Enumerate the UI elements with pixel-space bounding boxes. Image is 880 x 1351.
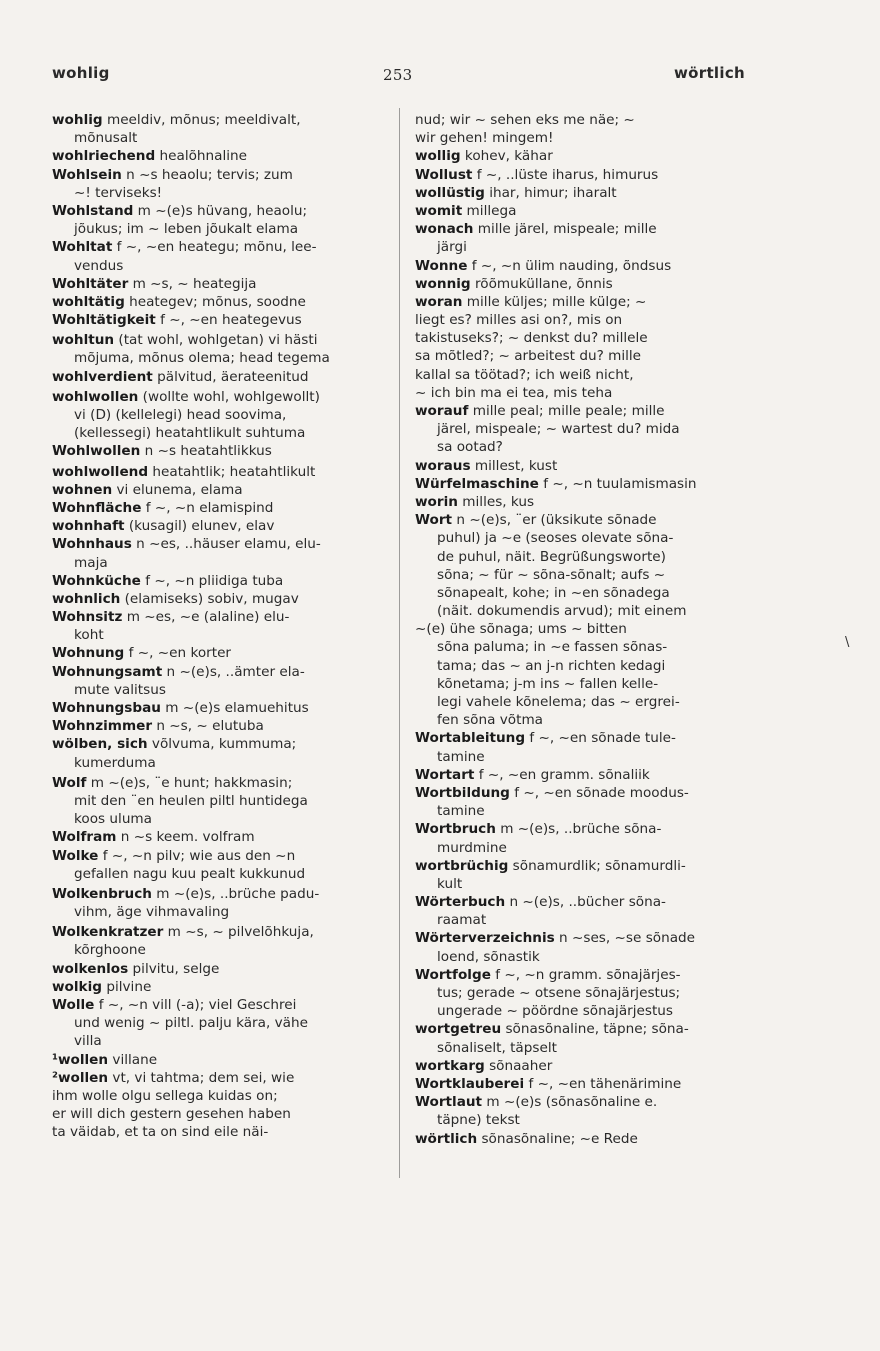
entry-line	[52, 903, 387, 921]
entry-line	[415, 438, 751, 456]
headword: wohltätig	[52, 293, 125, 310]
definition-text: kumerduma	[74, 754, 156, 771]
definition-text: meeldiv, mõnus; meeldivalt,	[102, 112, 301, 128]
definition-text: kõrghoone	[74, 942, 146, 959]
definition-text: täpne) tekst	[437, 1112, 520, 1129]
definition-text: n ~s heatahtlikkus	[140, 443, 272, 460]
entry-line	[415, 711, 751, 729]
definition-text: sõna; ~ für ~ sõna-sõnalt; aufs ~	[437, 566, 666, 583]
definition-text: mille peal; mille peale; mille	[468, 403, 665, 419]
entry-line	[415, 839, 751, 857]
definition-text: kult	[437, 875, 463, 892]
entry-line	[415, 1039, 751, 1057]
definition-text: wir gehen! mingem!	[415, 130, 554, 147]
entry-line	[52, 865, 387, 883]
entry-line	[415, 529, 751, 547]
definition-text: f ~, ~n gramm. sõnajärjes-	[490, 966, 681, 983]
definition-text: maja	[74, 554, 108, 571]
entry-line	[52, 590, 387, 608]
entry-line	[415, 166, 751, 184]
definition-text: koos uluma	[74, 811, 153, 828]
definition-text: n ~(e)s, ..bücher sõna-	[505, 894, 666, 911]
entry-line	[415, 1093, 751, 1111]
headword: Würfelmaschine	[415, 475, 539, 492]
entry-line	[52, 960, 387, 978]
entry-line	[52, 293, 387, 311]
entry-line	[52, 810, 387, 828]
definition-text: n ~ses, ~se sõnade	[554, 930, 696, 947]
entry-line	[52, 774, 387, 792]
definition-text: ihm wolle olgu sellega kuidas on;	[52, 1087, 278, 1104]
entry-line	[415, 384, 751, 402]
entry-line	[52, 147, 387, 165]
definition-text: (elamiseks) sobiv, mugav	[120, 590, 299, 607]
headword: Wohnsitz	[52, 609, 123, 626]
definition-text: sõnaaher	[484, 1057, 553, 1074]
entry-line	[52, 681, 387, 699]
definition-text: sõnaliselt, täpselt	[437, 1039, 557, 1056]
definition-text: m ~(e)s, ¨e hunt; hakkmasin;	[86, 774, 293, 791]
left-column	[52, 111, 387, 1142]
headword: wohlriechend	[52, 148, 156, 165]
definition-text: m ~(e)s elamuehitus	[160, 700, 309, 716]
headword: Wolkenbruch	[52, 885, 152, 902]
entry-line	[415, 911, 751, 929]
entry-line	[415, 402, 751, 420]
definition-text: milles, kus	[457, 493, 535, 510]
entry-line	[52, 388, 387, 406]
definition-text: n ~(e)s, ..ämter ela-	[162, 663, 305, 680]
entry-line	[415, 875, 751, 893]
definition-text: pälvitud, äerateenitud	[152, 368, 309, 385]
definition-text: m ~es, ~e (alaline) elu-	[122, 609, 290, 626]
headword: wollig	[415, 148, 461, 165]
entry-line	[415, 220, 751, 238]
entry-line	[415, 457, 751, 475]
definition-text: f ~, ~en heategu; mõnu, lee-	[112, 239, 317, 256]
headword: Wohnzimmer	[52, 718, 153, 735]
definition-text: m ~(e)s hüvang, heaolu;	[133, 202, 308, 219]
definition-text: heatahtlik; heatahtlikult	[148, 463, 316, 480]
headword: woraus	[415, 457, 471, 474]
entry-line	[52, 717, 387, 735]
entry-line	[52, 1014, 387, 1032]
definition-text: tama; das ~ an j-n richten kedagi	[437, 657, 666, 674]
definition-text: villa	[74, 1033, 102, 1050]
entry-line	[52, 535, 387, 553]
definition-text: mit den ¨en heulen piltl huntidega	[74, 792, 308, 809]
entry-line	[415, 275, 751, 293]
headword: Wolke	[52, 847, 99, 864]
entry-line	[52, 1032, 387, 1050]
definition-text: ta väidab, et ta on sind eile näi-	[52, 1124, 269, 1141]
entry-line	[415, 1111, 751, 1129]
entry-line	[52, 699, 387, 717]
headword: wohlverdient	[52, 368, 153, 385]
entry-line	[415, 857, 751, 875]
definition-text: koht	[74, 627, 104, 644]
entry-line	[415, 820, 751, 838]
entry-line	[415, 675, 751, 693]
column-divider	[399, 108, 400, 1178]
headword: Wort	[415, 512, 453, 529]
entry-line	[415, 111, 751, 129]
entry-line	[415, 893, 751, 911]
definition-text: järgi	[437, 239, 467, 256]
definition-text: kallal sa töötad?; ich weiß nicht,	[415, 366, 634, 383]
entry-line	[415, 1130, 751, 1148]
headword: Wollust	[415, 166, 473, 183]
headword: ²wollen	[52, 1069, 109, 1086]
entry-line	[52, 923, 387, 941]
headword: Wohnungsbau	[52, 700, 161, 716]
entry-line	[415, 511, 751, 529]
entry-line	[415, 802, 751, 820]
entry-line	[52, 166, 387, 184]
entry-line	[415, 202, 751, 220]
headword: worin	[415, 493, 458, 510]
entry-line	[52, 275, 387, 293]
definition-text: sõna paluma; in ~e fassen sõnas-	[437, 639, 668, 656]
definition-text: tus; gerade ~ otsene sõnajärjestus;	[437, 985, 681, 1001]
definition-text: f ~, ~n tuulamismasin	[538, 475, 697, 492]
definition-text: er will dich gestern gesehen haben	[52, 1106, 291, 1123]
headword: Wohltätigkeit	[52, 312, 156, 329]
headword: Wortbildung	[415, 784, 510, 801]
entry-line	[52, 481, 387, 499]
entry-line	[52, 644, 387, 662]
entry-line	[52, 129, 387, 147]
definition-text: n ~s keem. volfram	[116, 829, 255, 846]
definition-text: tamine	[437, 748, 485, 765]
entry-line	[52, 499, 387, 517]
definition-text: f ~, ~en tähenärimine	[524, 1075, 682, 1092]
headword: Wolf	[52, 774, 87, 791]
entry-line	[52, 331, 387, 349]
headword: woran	[415, 293, 463, 310]
headword: wonnig	[415, 275, 471, 292]
definition-text: m ~s, ~ heategija	[128, 275, 257, 292]
entry-line	[52, 554, 387, 572]
entry-line	[415, 638, 751, 656]
headword: Wohnungsamt	[52, 663, 163, 680]
definition-text: rõõmuküllane, õnnis	[470, 275, 613, 292]
definition-text: vendus	[74, 257, 124, 274]
definition-text: vt, vi tahtma; dem sei, wie	[108, 1069, 295, 1086]
definition-text: nud; wir ~ sehen eks me näe; ~	[415, 112, 635, 128]
entry-line	[415, 657, 751, 675]
entry-line	[415, 929, 751, 947]
entry-line	[415, 238, 751, 256]
entry-line	[52, 1087, 387, 1105]
definition-text: sõnamurdlik; sõnamurdli-	[508, 857, 686, 874]
entry-line	[52, 257, 387, 275]
entry-line	[415, 475, 751, 493]
headword: wollüstig	[415, 184, 485, 201]
definition-text: pilvitu, selge	[128, 960, 220, 977]
definition-text: f ~, ~en gramm. sõnaliik	[474, 766, 650, 783]
entry-line	[415, 420, 751, 438]
entry-line	[415, 729, 751, 747]
definition-text: (tat wohl, wohlgetan) vi hästi	[114, 332, 318, 349]
entry-line	[415, 293, 751, 311]
definition-text: m ~(e)s (sõnasõnaline e.	[482, 1094, 658, 1111]
definition-text: jõukus; im ~ leben jõukalt elama	[74, 221, 299, 238]
definition-text: m ~(e)s, ..brüche sõna-	[495, 821, 662, 838]
definition-text: vihm, äge vihmavaling	[74, 904, 230, 921]
definition-text: sa mõtled?; ~ arbeitest du? mille	[415, 348, 642, 365]
definition-text: mille küljes; mille külge; ~	[462, 293, 647, 310]
definition-text: ungerade ~ pöördne sõnajärjestus	[437, 1003, 673, 1020]
entry-line	[415, 147, 751, 165]
running-head-right: wörtlich	[674, 64, 745, 82]
headword: wortbrüchig	[415, 857, 509, 874]
definition-text: millega	[462, 202, 517, 219]
definition-text: (wollte wohl, wohlgewollt)	[138, 388, 320, 405]
entry-line	[52, 941, 387, 959]
definition-text: sõnasõnaline, täpne; sõna-	[501, 1021, 689, 1038]
definition-text: järel, mispeale; ~ wartest du? mida	[437, 421, 680, 438]
headword: womit	[415, 202, 463, 219]
entry-line	[415, 129, 751, 147]
headword: Wortbruch	[415, 821, 496, 838]
definition-text: villane	[108, 1051, 158, 1068]
definition-text: (näit. dokumendis arvud); mit einem	[437, 603, 687, 620]
definition-text: legi vahele kõnelema; das ~ ergrei-	[437, 694, 680, 710]
entry-line	[415, 620, 751, 638]
definition-text: ihar, himur; iharalt	[484, 184, 617, 201]
entry-line	[52, 442, 387, 460]
definition-text: pilvine	[102, 978, 152, 995]
definition-text: m ~(e)s, ..brüche padu-	[151, 885, 320, 902]
definition-text: sõnapealt, kohe; in ~en sõnadega	[437, 584, 670, 601]
right-column	[415, 111, 751, 1148]
entry-line	[415, 748, 751, 766]
headword: wörtlich	[415, 1130, 478, 1147]
definition-text: raamat	[437, 912, 487, 929]
headword: wohlig	[52, 112, 103, 128]
entry-line	[52, 1123, 387, 1141]
entry-line	[52, 368, 387, 386]
definition-text: und wenig ~ piltl. palju kära, vähe	[74, 1015, 308, 1032]
headword: Wohlsein	[52, 166, 122, 183]
headword: Wohnküche	[52, 572, 141, 589]
entry-line	[415, 548, 751, 566]
entry-line	[52, 626, 387, 644]
headword: Wonne	[415, 257, 468, 274]
entry-line	[52, 1069, 387, 1087]
entry-line	[415, 347, 751, 365]
definition-text: f ~, ~n elamispind	[141, 499, 274, 516]
definition-text: f ~, ~en sõnade tule-	[525, 730, 676, 747]
entry-line	[415, 984, 751, 1002]
entry-line	[415, 602, 751, 620]
entry-line	[52, 220, 387, 238]
definition-text: mõnusalt	[74, 130, 138, 147]
headword: Wortableitung	[415, 730, 526, 747]
entry-line	[52, 311, 387, 329]
entry-line	[415, 584, 751, 602]
definition-text: healõhnaline	[155, 148, 248, 165]
definition-text: f ~, ~n vill (-a); viel Geschrei	[94, 997, 297, 1013]
headword: Wohnfläche	[52, 499, 142, 516]
definition-text: liegt es? milles asi on?, mis on	[415, 312, 623, 329]
entry-line	[415, 184, 751, 202]
definition-text: (kellessegi) heatahtlikult suhtuma	[74, 425, 306, 442]
definition-text: mõjuma, mõnus olema; head tegema	[74, 350, 330, 367]
headword: Wohlstand	[52, 202, 134, 219]
entry-line	[52, 238, 387, 256]
running-head-left: wohlig	[52, 64, 110, 82]
headword: Wohlwollen	[52, 443, 141, 460]
headword: Wolle	[52, 997, 95, 1013]
headword: wolkig	[52, 978, 102, 995]
entry-line	[415, 1020, 751, 1038]
headword: ¹wollen	[52, 1051, 109, 1068]
definition-text: n ~s, ~ elutuba	[152, 718, 264, 735]
headword: wohlwollend	[52, 463, 149, 480]
headword: wolkenlos	[52, 960, 129, 977]
definition-text: m ~s, ~ pilvelõhkuja,	[163, 924, 314, 941]
headword: Wolkenkratzer	[52, 924, 164, 941]
headword: Wortlaut	[415, 1094, 483, 1111]
entry-line	[415, 311, 751, 329]
definition-text: sõnasõnaline; ~e Rede	[477, 1130, 638, 1147]
entry-line	[52, 754, 387, 772]
headword: Wohltat	[52, 239, 113, 256]
entry-line	[52, 608, 387, 626]
entry-line	[415, 1075, 751, 1093]
headword: Wohltäter	[52, 275, 129, 292]
definition-text: võlvuma, kummuma;	[147, 736, 297, 753]
definition-text: f ~, ~n pliidiga tuba	[140, 572, 284, 589]
entry-line	[415, 366, 751, 384]
entry-line	[415, 766, 751, 784]
definition-text: ~(e) ühe sõnaga; ums ~ bitten	[415, 621, 627, 638]
entry-line	[52, 663, 387, 681]
entry-line	[415, 329, 751, 347]
entry-line	[52, 792, 387, 810]
entry-line	[52, 1051, 387, 1069]
entry-line	[52, 735, 387, 753]
page-number: 253	[383, 66, 413, 84]
definition-text: mille järel, mispeale; mille	[473, 221, 657, 238]
definition-text: mute valitsus	[74, 681, 166, 698]
definition-text: vi (D) (kellelegi) head soovima,	[74, 407, 287, 423]
headword: Wohnhaus	[52, 536, 132, 553]
headword: wortgetreu	[415, 1021, 502, 1038]
entry-line	[52, 1105, 387, 1123]
headword: Wortfolge	[415, 966, 491, 983]
definition-text: ~! terviseks!	[74, 184, 163, 201]
entry-line	[52, 111, 387, 129]
definition-text: millest, kust	[470, 457, 558, 474]
headword: wohltun	[52, 332, 115, 349]
entry-line	[52, 885, 387, 903]
entry-line	[415, 1057, 751, 1075]
headword: Wohnung	[52, 645, 125, 662]
definition-text: f ~, ~n ülim nauding, õndsus	[467, 257, 672, 274]
definition-text: murdmine	[437, 839, 507, 856]
definition-text: de puhul, näit. Begrüßungsworte)	[437, 548, 666, 565]
entry-line	[52, 406, 387, 424]
definition-text: takistuseks?; ~ denkst du? millele	[415, 330, 648, 347]
headword: wohnlich	[52, 590, 121, 607]
definition-text: f ~, ~en korter	[124, 645, 232, 662]
definition-text: gefallen nagu kuu pealt kukkunud	[74, 865, 306, 882]
entry-line	[52, 184, 387, 202]
headword: wölben, sich	[52, 736, 148, 753]
definition-text: puhul) ja ~e (seoses olevate sõna-	[437, 530, 674, 547]
definition-text: n ~(e)s, ¨er (üksikute sõnade	[452, 512, 657, 529]
definition-text: n ~s heaolu; tervis; zum	[121, 166, 293, 183]
entry-line	[52, 517, 387, 535]
definition-text: f ~, ~en sõnade moodus-	[509, 784, 689, 801]
entry-line	[415, 493, 751, 511]
headword: wohnhaft	[52, 518, 125, 535]
definition-text: f ~, ~n pilv; wie aus den ~n	[98, 847, 296, 864]
headword: worauf	[415, 403, 469, 419]
entry-line	[52, 349, 387, 367]
headword: wortkarg	[415, 1057, 485, 1074]
entry-line	[52, 978, 387, 996]
definition-text: kohev, kähar	[460, 148, 553, 165]
definition-text: heategev; mõnus, soodne	[124, 293, 306, 310]
entry-line	[415, 966, 751, 984]
headword: wonach	[415, 221, 474, 238]
definition-text: vi elunema, elama	[112, 481, 243, 498]
entry-line	[52, 847, 387, 865]
definition-text: f ~, ~en heategevus	[155, 312, 302, 329]
definition-text: n ~es, ..häuser elamu, elu-	[131, 536, 321, 553]
entry-line	[52, 202, 387, 220]
margin-mark: \	[845, 635, 850, 650]
definition-text: ~ ich bin ma ei tea, mis teha	[415, 384, 613, 401]
headword: wohnen	[52, 481, 113, 498]
headword: Wörterverzeichnis	[415, 930, 555, 947]
entry-line	[52, 572, 387, 590]
headword: Wortklauberei	[415, 1075, 525, 1092]
definition-text: fen sõna võtma	[437, 712, 544, 729]
definition-text: sa ootad?	[437, 439, 503, 456]
entry-line	[415, 693, 751, 711]
headword: Wörterbuch	[415, 894, 506, 911]
headword: wohlwollen	[52, 388, 139, 405]
entry-line	[415, 1002, 751, 1020]
entry-line	[415, 948, 751, 966]
definition-text: (kusagil) elunev, elav	[124, 518, 275, 535]
definition-text: loend, sõnastik	[437, 948, 540, 965]
definition-text: kõnetama; j-m ins ~ fallen kelle-	[437, 675, 659, 692]
definition-text: tamine	[437, 803, 485, 820]
headword: Wolfram	[52, 829, 117, 846]
definition-text: f ~, ..lüste iharus, himurus	[472, 166, 659, 183]
entry-line	[52, 996, 387, 1014]
entry-line	[52, 463, 387, 481]
entry-line	[52, 828, 387, 846]
entry-line	[415, 566, 751, 584]
headword: Wortart	[415, 766, 475, 783]
entry-line	[52, 424, 387, 442]
entry-line	[415, 784, 751, 802]
entry-line	[415, 257, 751, 275]
